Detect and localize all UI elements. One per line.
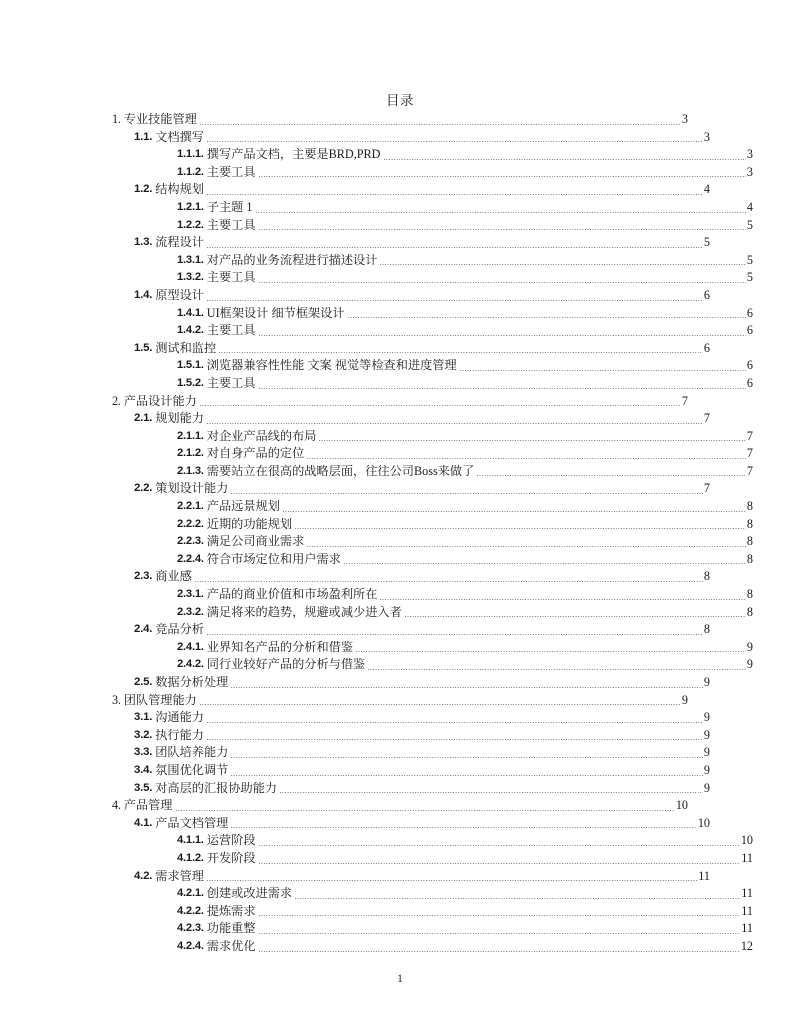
toc-entry[interactable] bbox=[112, 463, 753, 481]
toc-entry-label: UI框架设计 细节框架设计 bbox=[206, 305, 345, 320]
toc-entry-number: 2.4.2. bbox=[177, 658, 204, 671]
toc-entry-label: 浏览器兼容性性能 文案 视觉等检查和进度管理 bbox=[206, 358, 457, 373]
toc-entry-number: 2.5. bbox=[134, 676, 153, 688]
toc-entry-label: 主要工具 bbox=[206, 270, 256, 285]
toc-entry-page-number: 12 bbox=[740, 938, 753, 953]
toc-entry-label: 产品设计能力 bbox=[123, 393, 197, 408]
toc-entry-number: 1.1. bbox=[134, 130, 153, 143]
toc-entry-page-number: 6 bbox=[703, 340, 710, 355]
toc-entry-page-number: 7 bbox=[703, 481, 710, 496]
toc-entry[interactable] bbox=[112, 181, 710, 199]
dot-leader bbox=[405, 610, 746, 618]
toc-entry[interactable] bbox=[112, 868, 710, 886]
toc-entry-page-number: 7 bbox=[746, 428, 753, 443]
toc-entry-number: 3.3. bbox=[134, 746, 153, 759]
toc-entry-label: 产品的商业价值和市场盈利所在 bbox=[206, 587, 378, 602]
toc-entry-page-number: 3 bbox=[703, 129, 710, 144]
toc-entry[interactable] bbox=[112, 586, 753, 604]
toc-entry-number: 1.2.2. bbox=[177, 218, 204, 231]
toc-entry[interactable] bbox=[112, 287, 710, 305]
toc-entry[interactable] bbox=[112, 621, 710, 639]
toc-entry-label: 沟通能力 bbox=[155, 710, 204, 725]
toc-entry-label: 执行能力 bbox=[155, 727, 204, 742]
toc-entry-number: 4.2.2. bbox=[177, 904, 204, 917]
toc-entry-page-number: 11 bbox=[741, 850, 753, 865]
toc-entry-label: 团队管理能力 bbox=[123, 692, 197, 707]
toc-entry-number: 4.1.1. bbox=[177, 834, 204, 847]
toc-entry[interactable] bbox=[112, 533, 753, 551]
toc-entry[interactable] bbox=[112, 410, 710, 428]
toc-entry[interactable] bbox=[112, 604, 753, 622]
dot-leader bbox=[207, 135, 703, 143]
dot-leader bbox=[259, 223, 746, 231]
dot-leader bbox=[259, 276, 746, 284]
toc-entry[interactable] bbox=[112, 938, 753, 956]
dot-leader bbox=[259, 909, 741, 917]
toc-entry-number: 1.2. bbox=[134, 183, 153, 196]
dot-leader bbox=[280, 786, 703, 794]
toc-entry-page-number: 9 bbox=[703, 675, 710, 689]
toc-entry-number: 3.2. bbox=[134, 728, 153, 741]
toc-entry-number: 2.3. bbox=[134, 570, 153, 583]
toc-entry-page-number: 8 bbox=[746, 534, 753, 549]
dot-leader bbox=[307, 540, 746, 548]
toc-entry-page-number: 9 bbox=[746, 639, 753, 654]
dot-leader bbox=[259, 839, 740, 847]
dot-leader bbox=[259, 382, 746, 390]
toc-entry-number: 2.2. bbox=[134, 482, 153, 495]
toc-entry[interactable] bbox=[112, 656, 753, 674]
toc-entry-number: 2.3.1. bbox=[177, 588, 204, 601]
toc-entry-label: 对高层的汇报协助能力 bbox=[155, 780, 278, 795]
toc-entry-label: 提炼需求 bbox=[206, 903, 256, 918]
toc-entry-label: 创建或改进需求 bbox=[206, 886, 293, 901]
toc-entry-page-number: 7 bbox=[703, 411, 710, 426]
toc-entry[interactable] bbox=[112, 269, 753, 287]
dot-leader bbox=[380, 258, 745, 266]
toc-entry-page-number: 9 bbox=[703, 780, 710, 795]
toc-entry-number: 1.5. bbox=[134, 341, 153, 354]
dot-leader bbox=[195, 575, 703, 583]
toc-entry-label: 对企业产品线的布局 bbox=[206, 428, 317, 443]
toc-entry-page-number: 11 bbox=[698, 868, 710, 883]
toc-entry-number: 2.4.1. bbox=[177, 640, 204, 653]
toc-entry-label: 满足将来的趋势，规避或减少进入者 bbox=[206, 604, 402, 619]
toc-entry-label: 满足公司商业需求 bbox=[206, 534, 305, 549]
toc-entry-page-number: 8 bbox=[703, 569, 710, 584]
dot-leader bbox=[460, 364, 746, 372]
toc-entry-page-number: 9 bbox=[703, 727, 710, 742]
toc-entry-number: 1.4.2. bbox=[177, 324, 204, 337]
toc-entry-number: 4.1.2. bbox=[177, 851, 204, 864]
toc-entry[interactable] bbox=[112, 692, 688, 710]
toc-entry[interactable] bbox=[112, 199, 753, 217]
toc-entry-page-number: 10 bbox=[675, 798, 688, 813]
toc-entry-label: 主要工具 bbox=[206, 217, 256, 232]
dot-leader bbox=[207, 188, 703, 196]
toc-entry-number: 4.2.4. bbox=[177, 939, 204, 952]
dot-leader bbox=[259, 170, 746, 178]
toc-entry-label: 业界知名产品的分析和借鉴 bbox=[206, 639, 354, 654]
toc-entry[interactable] bbox=[112, 903, 753, 921]
toc-entry-label: 近期的功能规划 bbox=[206, 516, 293, 531]
toc-entry[interactable] bbox=[112, 252, 753, 270]
toc-entry-label: 功能重整 bbox=[206, 921, 256, 936]
toc-entry-number: 3. bbox=[112, 692, 121, 707]
dot-leader bbox=[259, 329, 746, 337]
dot-leader bbox=[219, 346, 703, 354]
toc-entry-page-number: 6 bbox=[746, 305, 753, 320]
toc-entry-label: 规划能力 bbox=[155, 411, 204, 426]
toc-entry-page-number: 8 bbox=[746, 551, 753, 566]
toc-entry-page-number: 4 bbox=[746, 199, 753, 214]
toc-entry-label: 数据分析处理 bbox=[155, 675, 229, 689]
toc-entry-label: 需求管理 bbox=[155, 868, 204, 883]
toc-entry[interactable] bbox=[112, 340, 710, 358]
toc-entry[interactable] bbox=[112, 164, 753, 182]
toc-entry-number: 2.1.1. bbox=[177, 429, 204, 442]
toc-entry-number: 1.1.2. bbox=[177, 165, 204, 178]
toc-entry[interactable] bbox=[112, 762, 710, 780]
toc-entry-page-number: 5 bbox=[746, 217, 753, 232]
dot-leader bbox=[207, 294, 703, 302]
toc-entry-number: 2.2.1. bbox=[177, 500, 204, 513]
toc-entry[interactable] bbox=[112, 780, 710, 798]
toc-entry-page-number: 8 bbox=[703, 622, 710, 637]
toc-entry-label: 产品远景规划 bbox=[206, 499, 280, 514]
dot-leader bbox=[207, 716, 703, 724]
toc-entry-page-number: 11 bbox=[741, 921, 753, 936]
toc-entry-number: 1.1.1. bbox=[177, 148, 204, 161]
dot-leader bbox=[307, 452, 746, 460]
toc-entry[interactable] bbox=[112, 111, 688, 129]
dot-leader bbox=[295, 522, 746, 530]
toc-entry-number: 3.5. bbox=[134, 781, 153, 794]
toc-entry[interactable] bbox=[112, 357, 753, 375]
dot-leader bbox=[200, 399, 681, 407]
toc-entry-page-number: 7 bbox=[746, 463, 753, 478]
toc-entry-label: 撰写产品文档，主要是BRD,PRD bbox=[206, 147, 381, 162]
toc-entry[interactable] bbox=[112, 375, 753, 393]
toc-entry[interactable] bbox=[112, 551, 753, 569]
dot-leader bbox=[207, 628, 703, 636]
toc-entry-page-number: 6 bbox=[746, 323, 753, 338]
toc-entry-number: 4.2.1. bbox=[177, 887, 204, 900]
toc-entry-page-number: 3 bbox=[746, 164, 753, 179]
toc-entry-page-number: 9 bbox=[681, 692, 688, 707]
toc-entry[interactable] bbox=[112, 920, 753, 938]
dot-leader bbox=[319, 434, 745, 442]
dot-leader bbox=[348, 311, 746, 319]
toc-entry-page-number: 10 bbox=[697, 815, 710, 830]
toc-entry-number: 2.3.2. bbox=[177, 605, 204, 618]
toc-entry[interactable] bbox=[112, 445, 753, 463]
page-number-footer: 1 bbox=[397, 971, 403, 985]
toc-entry-label: 策划设计能力 bbox=[155, 481, 229, 496]
dot-leader bbox=[368, 663, 746, 671]
toc-entry-page-number: 9 bbox=[703, 745, 710, 760]
toc-entry-number: 2.1.3. bbox=[177, 464, 204, 477]
toc-entry-number: 2.1. bbox=[134, 412, 153, 425]
toc-entry[interactable] bbox=[112, 639, 753, 657]
toc-entry-label: 结构规划 bbox=[155, 182, 204, 197]
toc-entry-page-number: 7 bbox=[681, 393, 688, 408]
toc-entry-label: 测试和监控 bbox=[155, 340, 217, 355]
toc-entry-number: 4.2.3. bbox=[177, 922, 204, 935]
toc-entry-number: 4.2. bbox=[134, 869, 153, 882]
toc-entry-number: 2.2.2. bbox=[177, 517, 204, 530]
toc-entry-label: 主要工具 bbox=[206, 323, 256, 338]
toc-entry[interactable] bbox=[112, 146, 753, 164]
dot-leader bbox=[477, 469, 746, 477]
toc-entry-page-number: 8 bbox=[746, 604, 753, 619]
toc-entry-label: 产品文档管理 bbox=[155, 815, 229, 830]
toc-entry-label: 运营阶段 bbox=[206, 833, 256, 848]
dot-leader bbox=[231, 821, 696, 829]
toc-entry-number: 2.2.4. bbox=[177, 552, 204, 565]
toc-entry-page-number: 5 bbox=[746, 270, 753, 285]
toc-entry-page-number: 9 bbox=[746, 657, 753, 672]
toc-entry-page-number: 5 bbox=[703, 235, 710, 250]
toc-entry[interactable] bbox=[112, 322, 753, 340]
toc-entry[interactable] bbox=[112, 797, 688, 815]
toc-entry-page-number: 6 bbox=[746, 375, 753, 390]
toc-entry[interactable] bbox=[112, 885, 753, 903]
toc-entry-page-number: 3 bbox=[681, 112, 688, 126]
toc-entry-page-number: 9 bbox=[703, 710, 710, 725]
toc-entry-label: 流程设计 bbox=[155, 235, 204, 250]
toc-entry-number: 1. bbox=[112, 112, 121, 126]
toc-entry[interactable] bbox=[112, 815, 710, 833]
toc-entry-number: 2. bbox=[112, 393, 121, 408]
toc-entry-page-number: 11 bbox=[741, 886, 753, 901]
toc-entry[interactable] bbox=[112, 674, 710, 692]
toc-entry[interactable] bbox=[112, 832, 753, 850]
dot-leader bbox=[231, 751, 703, 759]
toc-entry-label: 对自身产品的定位 bbox=[206, 446, 305, 461]
toc-entry[interactable] bbox=[112, 709, 710, 727]
toc-entry[interactable] bbox=[112, 393, 688, 411]
toc-entry[interactable] bbox=[112, 234, 710, 252]
dot-leader bbox=[259, 945, 740, 953]
toc-entry[interactable] bbox=[112, 305, 753, 323]
toc-entry[interactable] bbox=[112, 129, 710, 147]
toc-entry-page-number: 10 bbox=[740, 833, 753, 848]
dot-leader bbox=[231, 681, 703, 689]
toc-entry-label: 商业感 bbox=[155, 569, 192, 584]
toc-entry-number: 1.5.2. bbox=[177, 376, 204, 389]
table-of-contents bbox=[112, 111, 753, 956]
toc-entry-page-number: 8 bbox=[746, 499, 753, 514]
dot-leader bbox=[256, 206, 746, 214]
toc-entry-label: 子主题 1 bbox=[206, 199, 253, 214]
toc-entry-number: 1.4. bbox=[134, 288, 153, 301]
dot-leader bbox=[207, 874, 697, 882]
dot-leader bbox=[356, 645, 746, 653]
dot-leader bbox=[207, 241, 703, 249]
toc-entry-label: 需求优化 bbox=[206, 938, 256, 953]
dot-leader bbox=[380, 593, 745, 601]
dot-leader bbox=[283, 505, 746, 513]
toc-entry-number: 4. bbox=[112, 798, 121, 813]
toc-entry-label: 开发阶段 bbox=[206, 850, 256, 865]
toc-entry-label: 主要工具 bbox=[206, 164, 256, 179]
toc-entry[interactable] bbox=[112, 568, 710, 586]
dot-leader bbox=[200, 698, 681, 706]
toc-entry-label: 团队培养能力 bbox=[155, 745, 229, 760]
toc-entry[interactable] bbox=[112, 498, 753, 516]
dot-leader bbox=[344, 557, 746, 565]
toc-entry-label: 原型设计 bbox=[155, 287, 204, 302]
toc-entry-number: 1.3.2. bbox=[177, 271, 204, 284]
toc-entry[interactable] bbox=[112, 217, 753, 235]
dot-leader bbox=[231, 769, 703, 777]
toc-entry[interactable] bbox=[112, 850, 753, 868]
toc-entry-label: 对产品的业务流程进行描述设计 bbox=[206, 252, 378, 267]
toc-entry-label: 氛围优化调节 bbox=[155, 762, 229, 777]
toc-entry[interactable] bbox=[112, 428, 753, 446]
toc-entry-label: 文档撰写 bbox=[155, 129, 204, 144]
toc-entry-page-number: 9 bbox=[703, 762, 710, 777]
toc-entry-page-number: 11 bbox=[741, 903, 753, 918]
dot-leader bbox=[259, 857, 741, 865]
toc-entry-number: 2.2.3. bbox=[177, 535, 204, 548]
toc-entry[interactable] bbox=[112, 744, 710, 762]
toc-entry-page-number: 6 bbox=[746, 358, 753, 373]
toc-entry-number: 4.1. bbox=[134, 816, 153, 829]
toc-entry-number: 1.2.1. bbox=[177, 200, 204, 213]
toc-entry-page-number: 4 bbox=[703, 182, 710, 197]
toc-entry-number: 2.4. bbox=[134, 623, 153, 636]
toc-entry[interactable] bbox=[112, 480, 710, 498]
dot-leader bbox=[384, 153, 746, 161]
toc-entry-label: 符合市场定位和用户需求 bbox=[206, 551, 341, 566]
toc-entry-label: 竞品分析 bbox=[155, 622, 204, 637]
dot-leader bbox=[259, 927, 741, 935]
dot-leader bbox=[207, 733, 703, 741]
toc-entry-number: 3.4. bbox=[134, 763, 153, 776]
toc-entry-number: 3.1. bbox=[134, 711, 153, 724]
toc-entry-page-number: 8 bbox=[746, 587, 753, 602]
toc-entry-label: 主要工具 bbox=[206, 375, 256, 390]
toc-entry-page-number: 7 bbox=[746, 446, 753, 461]
dot-leader bbox=[207, 417, 703, 425]
toc-entry-label: 同行业较好产品的分析与借鉴 bbox=[206, 657, 366, 672]
dot-leader bbox=[200, 118, 681, 126]
toc-entry-page-number: 3 bbox=[746, 147, 753, 162]
toc-entry-number: 1.5.1. bbox=[177, 359, 204, 372]
dot-leader bbox=[295, 892, 740, 900]
page-title: 目录 bbox=[386, 93, 414, 108]
toc-entry-page-number: 5 bbox=[746, 252, 753, 267]
toc-entry-number: 2.1.2. bbox=[177, 447, 204, 460]
toc-entry-label: 产品管理 bbox=[123, 798, 173, 813]
toc-entry[interactable] bbox=[112, 516, 753, 534]
dot-leader bbox=[231, 487, 703, 495]
toc-entry-page-number: 8 bbox=[746, 516, 753, 531]
toc-entry-label: 需要站立在很高的战略层面，往往公司Boss来做了 bbox=[206, 463, 475, 478]
toc-entry-number: 1.3. bbox=[134, 236, 153, 249]
toc-entry-number: 1.3.1. bbox=[177, 253, 204, 266]
toc-entry[interactable] bbox=[112, 727, 710, 745]
toc-entry-label: 专业技能管理 bbox=[123, 112, 197, 126]
toc-entry-number: 1.4.1. bbox=[177, 306, 204, 319]
dot-leader bbox=[176, 804, 675, 812]
toc-entry-page-number: 6 bbox=[703, 287, 710, 302]
